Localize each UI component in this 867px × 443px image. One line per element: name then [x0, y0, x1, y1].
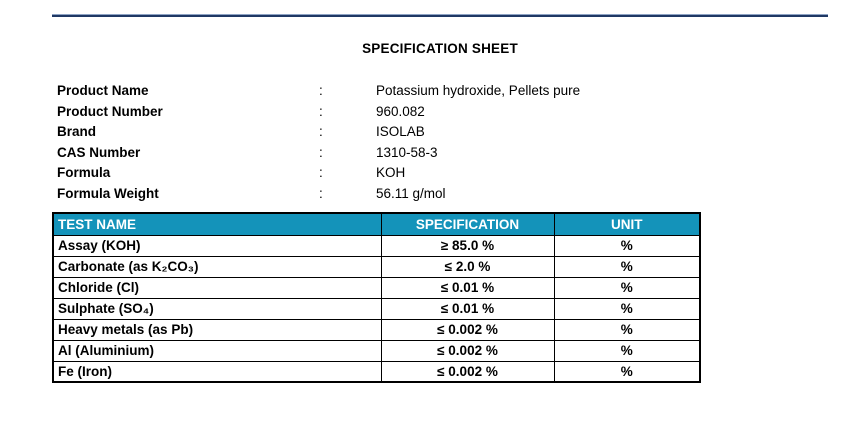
info-value: 56.11 g/mol [376, 185, 446, 201]
specification-cell: ≤ 0.002 % [381, 361, 554, 382]
column-header-test-name: TEST NAME [53, 213, 381, 235]
info-separator: : [319, 103, 323, 119]
info-label: Formula [57, 165, 111, 181]
info-value: KOH [376, 165, 406, 181]
unit-cell: % [554, 256, 700, 277]
info-label: Product Name [57, 83, 149, 98]
table-row [53, 277, 700, 298]
info-label: Product Number [57, 103, 163, 119]
info-row-formula [57, 163, 580, 184]
test-name-cell: Al (Aluminium) [53, 340, 381, 361]
column-header-unit: UNIT [554, 213, 700, 235]
table-row [53, 235, 700, 256]
info-row-cas-number [57, 143, 580, 164]
column-header-specification: SPECIFICATION [381, 213, 554, 235]
info-separator: : [319, 83, 323, 98]
table-row [53, 319, 700, 340]
info-value: 960.082 [376, 103, 425, 119]
info-row-formula-weight [57, 184, 580, 205]
info-row-product-name [57, 81, 580, 102]
info-row-product-number [57, 102, 580, 123]
unit-cell: % [554, 298, 700, 319]
table-row [53, 340, 700, 361]
specification-cell: ≤ 0.002 % [381, 340, 554, 361]
spec-table [52, 212, 701, 383]
unit-cell: % [554, 277, 700, 298]
unit-cell: % [554, 361, 700, 382]
top-rule-divider [52, 14, 828, 17]
specification-cell: ≥ 85.0 % [381, 235, 554, 256]
specification-cell: ≤ 0.01 % [381, 298, 554, 319]
table-row [53, 361, 700, 382]
info-separator: : [319, 124, 323, 140]
info-separator: : [319, 144, 323, 160]
info-separator: : [319, 165, 323, 181]
test-name-cell: Assay (KOH) [53, 235, 381, 256]
test-name-cell: Chloride (Cl) [53, 277, 381, 298]
info-label: Brand [57, 124, 97, 140]
table-row [53, 298, 700, 319]
info-label: Formula Weight [57, 185, 159, 201]
info-label: CAS Number [57, 144, 141, 160]
unit-cell: % [554, 319, 700, 340]
specification-cell: ≤ 0.01 % [381, 277, 554, 298]
info-separator: : [319, 185, 323, 201]
specification-cell: ≤ 0.002 % [381, 319, 554, 340]
info-value: 1310-58-3 [376, 144, 438, 160]
specification-cell: ≤ 2.0 % [381, 256, 554, 277]
test-name-cell: Sulphate (SO₄) [53, 298, 381, 319]
test-name-cell: Carbonate (as K₂CO₃) [53, 256, 381, 277]
test-name-cell: Heavy metals (as Pb) [53, 319, 381, 340]
info-value: Potassium hydroxide, Pellets pure [376, 83, 581, 98]
table-header-row [53, 213, 700, 235]
page-title: SPECIFICATION SHEET [362, 41, 518, 56]
test-name-cell: Fe (Iron) [53, 361, 381, 382]
unit-cell: % [554, 340, 700, 361]
info-row-brand [57, 122, 580, 143]
unit-cell: % [554, 235, 700, 256]
table-row [53, 256, 700, 277]
product-info [57, 81, 580, 205]
info-value: ISOLAB [376, 124, 425, 140]
